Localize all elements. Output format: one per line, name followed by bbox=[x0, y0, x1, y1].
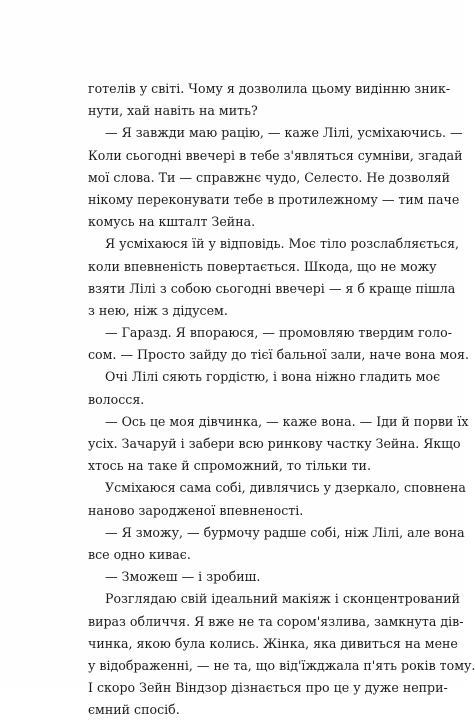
text-line: — Ось це моя дівчинка, — каже вона. — Іди й порви їх bbox=[105, 413, 469, 429]
text-line: наново зародженої впевненості. bbox=[88, 502, 304, 518]
text-line: мої слова. Ти — справжнє чудо, Селесто. Не дозволяй bbox=[88, 169, 451, 185]
text-line: волосся. bbox=[88, 391, 145, 407]
text-line: усіх. Зачаруй і забери всю ринкову частку Зейна. Якщо bbox=[88, 436, 461, 451]
text-line: чинка, якою була колись. Жінка, яка дивиться на мене bbox=[88, 635, 458, 651]
text-line: Усміхаюся сама собі, дивлячись у дзеркало, сповнена bbox=[105, 480, 466, 496]
text-line: нікому переконувати тебе в протилежному — тим паче bbox=[88, 191, 460, 207]
text-line: взяти Лілі з собою сьогодні ввечері — я б краще пішла bbox=[88, 280, 456, 296]
text-line: — Зможеш — і зробиш. bbox=[105, 569, 261, 585]
text-line: хтось на таке й спроможний, то тільки ти. bbox=[88, 458, 371, 474]
text-line: коли впевненість повертається. Шкода, що не можу bbox=[88, 258, 437, 274]
text-line: — Гаразд. Я впораюся, — промовляю твердим голо- bbox=[105, 325, 452, 341]
text-line: Розглядаю свій ідеальний макіяж і сконцентрований bbox=[105, 591, 461, 607]
text-line: нути, хай навіть на мить? bbox=[88, 103, 258, 119]
text-line: з нею, ніж з дідусем. bbox=[88, 302, 228, 318]
text-line: Очі Лілі сяють гордістю, і вона ніжно гладить моє bbox=[105, 369, 441, 385]
text-line: — Я зможу, — бурмочу радше собі, ніж Лілі, але вона bbox=[105, 524, 465, 540]
text-line: Коли сьогодні ввечері в тебе з'являться сумніви, згадай bbox=[88, 147, 463, 163]
text-line: все одно киває. bbox=[88, 546, 191, 562]
body-text bbox=[88, 78, 475, 721]
text-line: сом. — Просто зайду до тієї бальної зали, наче вона моя. bbox=[88, 347, 469, 363]
text-line: ємний спосіб. bbox=[88, 702, 180, 718]
text-line: комусь на кшталт Зейна. bbox=[88, 214, 256, 230]
text-line: — Я завжди маю рацію, — каже Лілі, усміхаючись. — bbox=[105, 125, 463, 141]
text-line: у відображенні, — не та, що від'їжджала п'ять років тому. bbox=[88, 657, 475, 673]
text-line: готелів у світі. Чому я дозволила цьому видінню зник- bbox=[88, 81, 451, 96]
text-line: вираз обличчя. Я вже не та сором'язлива, замкнута дів- bbox=[88, 613, 464, 629]
text-line: І скоро Зейн Віндзор дізнається про це у дуже непри- bbox=[88, 680, 448, 696]
text-line: Я усміхаюся їй у відповідь. Моє тіло розслабляється, bbox=[105, 236, 460, 252]
